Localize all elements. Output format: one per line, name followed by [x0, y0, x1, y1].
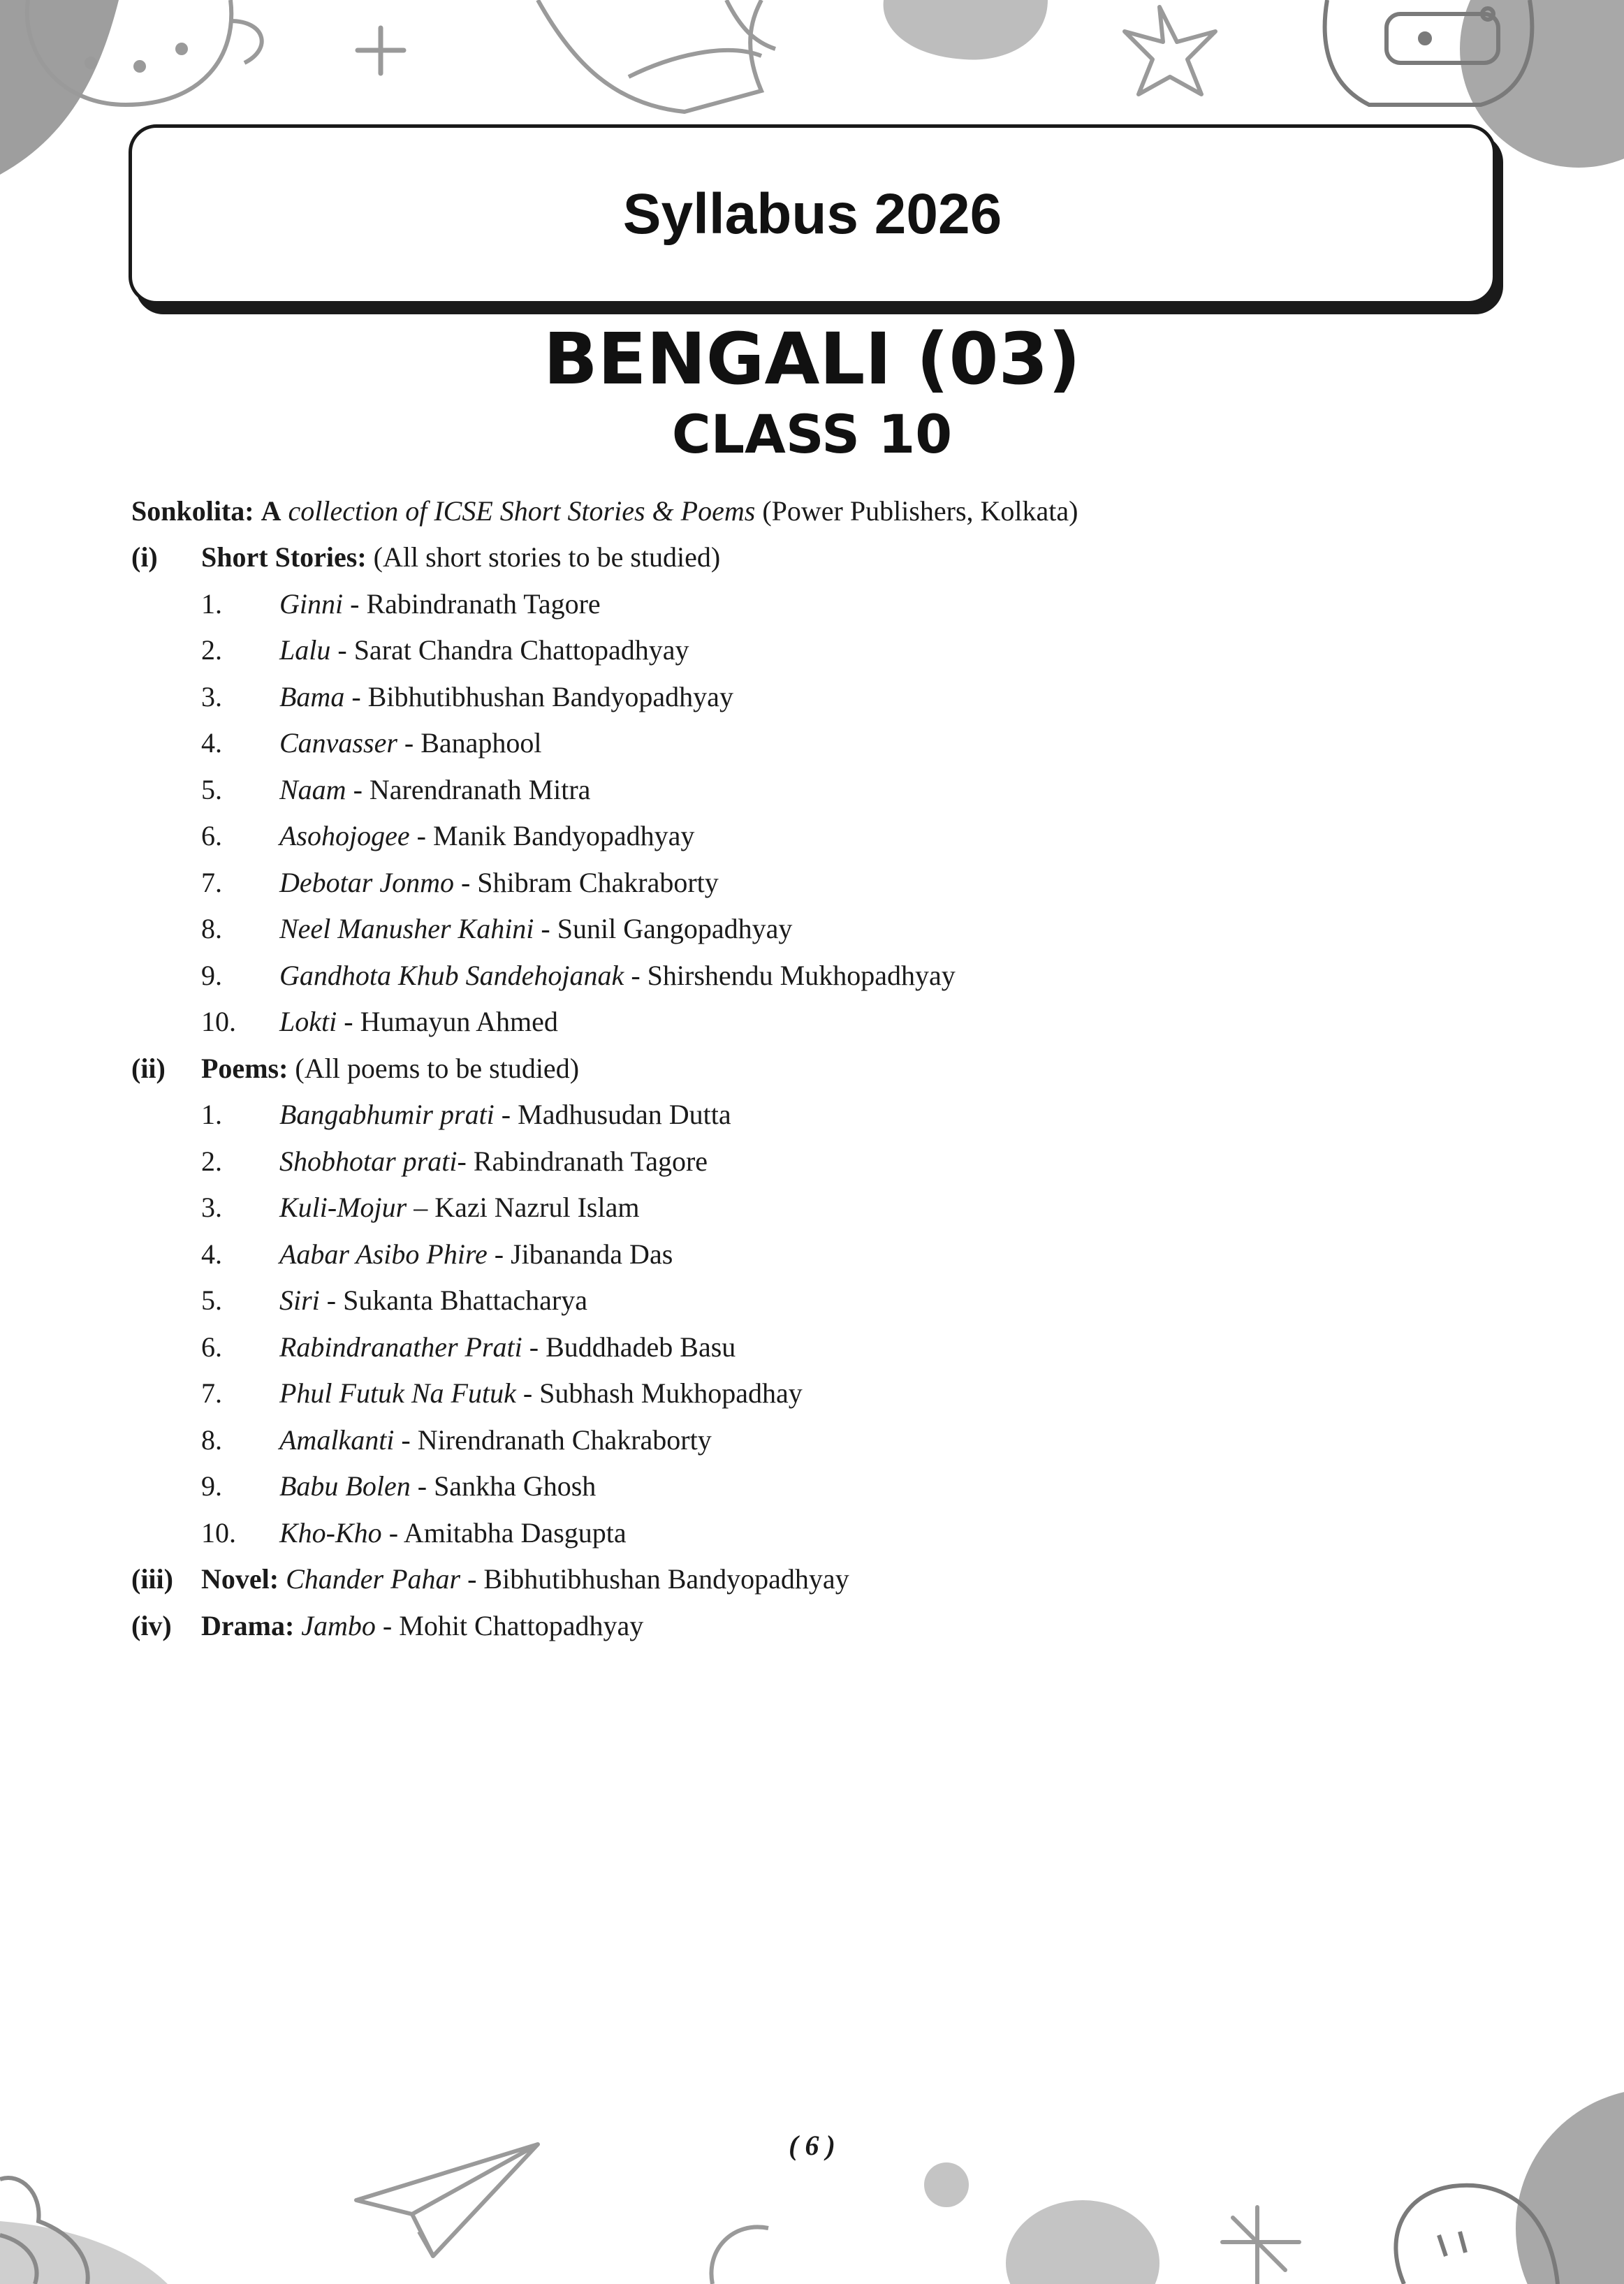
bag-doodle-icon	[538, 0, 775, 112]
corner-blob-bottom-left	[0, 2221, 168, 2284]
corner-blob-top-left	[0, 0, 119, 175]
bottom-left-doodle-icon	[0, 2178, 88, 2284]
sparkle-doodle-icon	[1222, 2207, 1299, 2284]
bottom-right-doodle-icon	[1396, 2186, 1558, 2284]
page-number: ( 6 )	[789, 2130, 835, 2161]
doodle-clock-icon	[27, 0, 262, 105]
robot-doodle-icon	[1325, 0, 1532, 105]
grey-blob-top	[884, 0, 1048, 60]
plus-icon	[358, 28, 404, 73]
class-title: CLASS 10	[671, 403, 953, 465]
grey-dot-bottom	[924, 2162, 969, 2207]
syllabus-banner	[129, 124, 1496, 305]
banner-title: Syllabus 2026	[622, 182, 1002, 246]
subject-title: BENGALI (03)	[543, 318, 1081, 401]
intro-line: Sonkolita: A collection of ICSE Short Stories & Poems (Power Publishers, Kolkata)	[131, 495, 1078, 527]
star-doodle-icon	[1125, 7, 1215, 94]
corner-blob-bottom-right	[1516, 2088, 1624, 2284]
grey-blob-bottom	[1006, 2200, 1160, 2284]
arc-doodle-icon	[711, 2227, 768, 2284]
